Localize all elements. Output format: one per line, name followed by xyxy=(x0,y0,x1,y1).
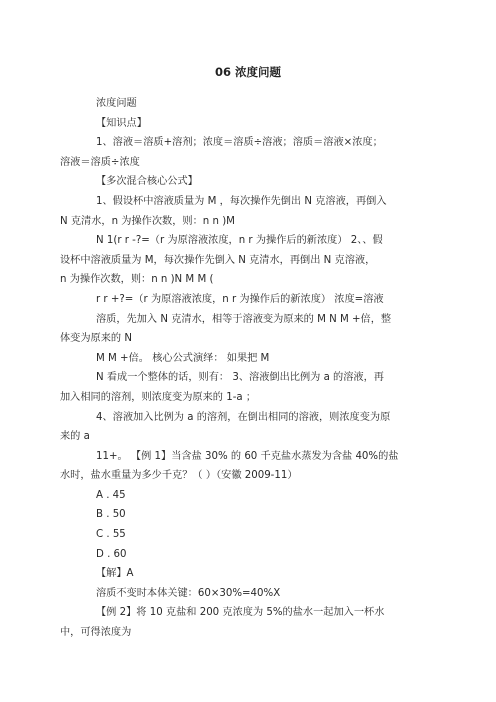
text-line: 1、溶液＝溶质+溶剂；浓度＝溶质÷溶液；溶质＝溶液×浓度； xyxy=(96,137,383,149)
text-line: M M +倍。 核心公式演绎： 如果把 M xyxy=(96,352,270,364)
text-line: N 看成一个整体的话，则有： 3、溶液倒出比例为 a 的溶液，再 xyxy=(96,372,384,384)
answer-line: 【解】A xyxy=(96,568,134,580)
text-line: 4、溶液加入比例为 a 的溶剂，在倒出相同的溶液，则浓度变为原 xyxy=(96,411,391,423)
text-line: 1、假设杯中溶液质量为 M ，每次操作先倒出 N 克溶液，再倒入 xyxy=(96,195,387,207)
text-line: 体变为原来的 N xyxy=(60,333,132,345)
document-body xyxy=(60,94,438,643)
option-b: B . 50 xyxy=(96,509,126,521)
option-c: C . 55 xyxy=(96,529,126,541)
text-line: N 1(r r -?=（r 为原溶液浓度，n r 为操作后的新浓度） 2、、假 xyxy=(96,235,383,247)
text-line: 溶质，先加入 N 克清水，相等于溶液变为原来的 M N M +倍，整 xyxy=(96,313,392,325)
text-line: 来的 a xyxy=(60,431,90,443)
text-line: 溶液＝溶质÷浓度 xyxy=(60,156,140,168)
text-line: 【知识点】 xyxy=(96,117,147,129)
document-title: 06 浓度问题 xyxy=(214,65,281,79)
text-line: 【例 2】将 10 克盐和 200 克浓度为 5%的盐水一起加入一杯水 xyxy=(96,607,385,619)
text-line: 设杯中溶液质量为 M，每次操作先倒入 N 克清水，再倒出 N 克溶液， xyxy=(60,254,376,266)
option-a: A . 45 xyxy=(96,489,126,501)
text-line: n 为操作次数，则：n n )N M M ( xyxy=(60,274,214,286)
text-line: N 克清水，n 为操作次数，则：n n )M xyxy=(60,215,235,227)
text-line: 加入相同的溶剂，则浓度变为原来的 1-a ； xyxy=(60,391,257,403)
text-line: 【多次混合核心公式】 xyxy=(96,176,198,188)
text-line: 溶质不变时本体关键：60×30%=40%X xyxy=(96,587,281,599)
text-line: 水时，盐水重量为多少千克？（ ）（安徽 2009-11） xyxy=(60,470,298,482)
option-d: D . 60 xyxy=(96,548,127,560)
text-line: 11+。 【例 1】当含盐 30% 的 60 千克盐水蒸发为含盐 40%的盐 xyxy=(96,450,399,462)
text-line: 浓度问题 xyxy=(96,98,137,109)
text-line: 中，可得浓度为 xyxy=(60,627,132,639)
text-line: r r +?=（r 为原溶液浓度，n r 为操作后的新浓度） 浓度=溶液 xyxy=(96,293,384,305)
